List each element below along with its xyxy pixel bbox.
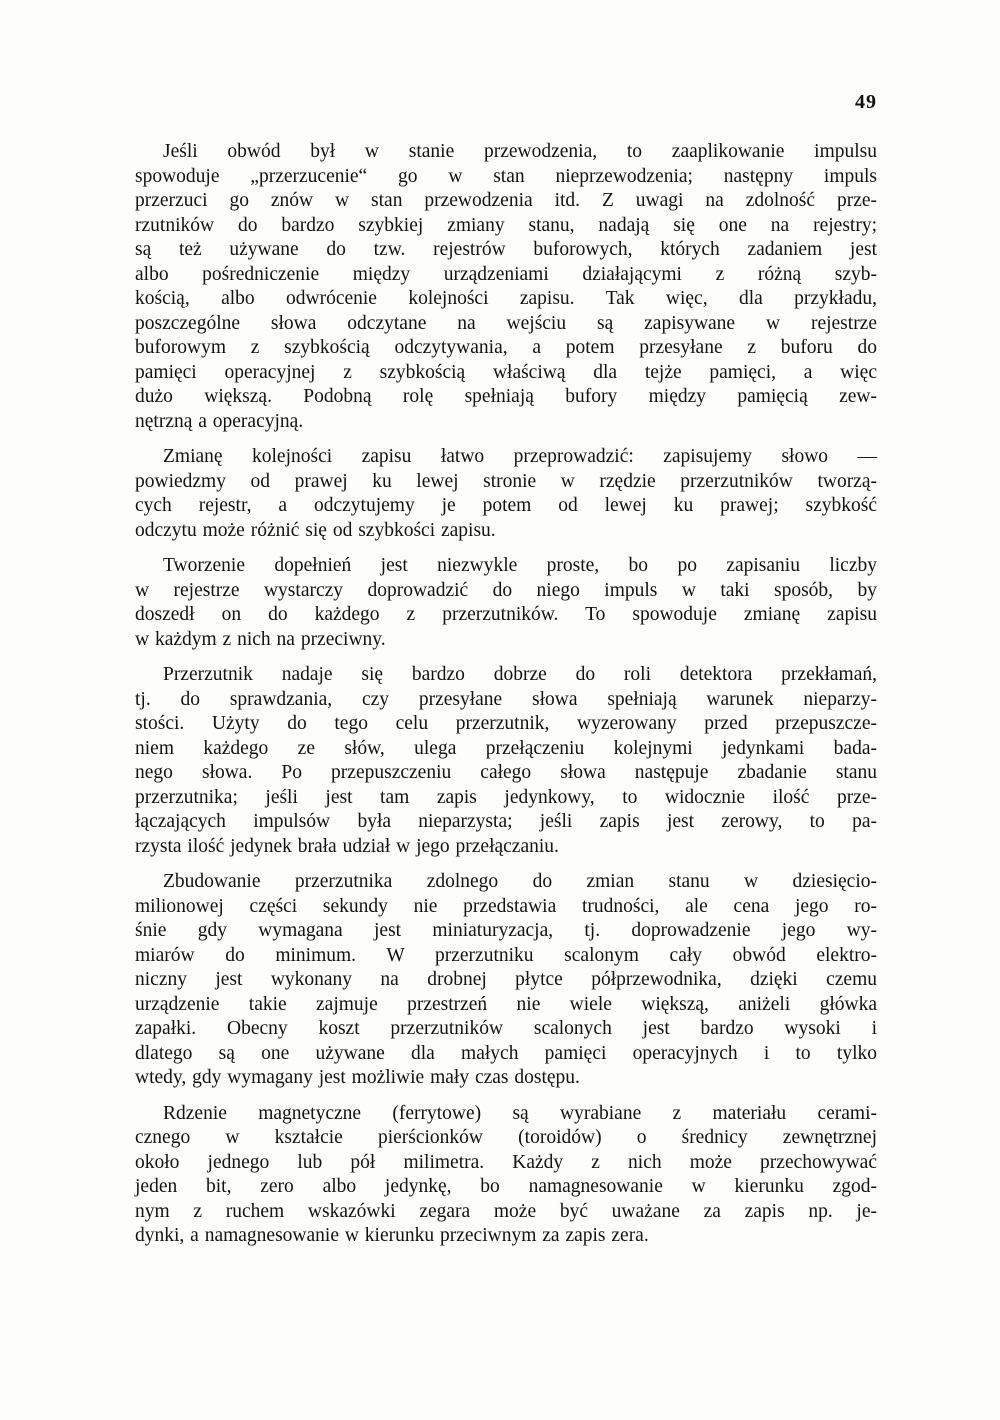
- text-line: poszczególne słowa odczytane na wejściu są zapisywane w rejestrze: [135, 312, 877, 334]
- text-line: śnie gdy wymagana jest miniaturyzacja, tj. doprowadzenie jego wy-: [135, 920, 877, 941]
- text-line: albo pośredniczenie między urządzeniami działającymi z różną szyb-: [135, 263, 877, 285]
- text-line: milionowej części sekundy nie przedstawia trudności, ale cena jego ro-: [135, 895, 877, 917]
- text-line: rzysta ilość jedynek brała udział w jego przełączaniu.: [135, 835, 559, 857]
- text-line: nego słowa. Po przepuszczeniu całego słowa następuje zbadanie stanu: [135, 762, 877, 783]
- text-line: nętrzną a operacyjną.: [135, 410, 304, 432]
- text-line: Rdzenie magnetyczne (ferrytowe) są wyrabiane z materiału cerami-: [163, 1102, 877, 1124]
- text-line: przerzutnika; jeśli jest tam zapis jedynkowy, to widocznie ilość prze-: [135, 786, 877, 808]
- text-line: w każdym z nich na przeciwny.: [135, 628, 386, 650]
- text-line: cznego w kształcie pierścionków (toroidów) o średnicy zewnętrznej: [135, 1127, 877, 1148]
- text-line: dużo większą. Podobną rolę spełniają bufory między pamięcią zew-: [135, 386, 877, 407]
- text-line: Zbudowanie przerzutnika zdolnego do zmian stanu w dziesięcio-: [163, 871, 877, 892]
- text-line: doszedł on do każdego z przerzutników. To spowoduje zmianę zapisu: [135, 604, 877, 625]
- paragraph: [135, 554, 877, 652]
- text-line: przerzuci go znów w stan przewodzenia itd. Z uwagi na zdolność prze-: [135, 190, 877, 211]
- text-line: około jednego lub pół milimetra. Każdy z nich może przechowywać: [135, 1151, 877, 1173]
- paragraph: [135, 445, 877, 543]
- text-line: miarów do minimum. W przerzutniku scalonym cały obwód elektro-: [135, 944, 877, 966]
- text-line: buforowym z szybkością odczytywania, a potem przesyłane z buforu do: [135, 337, 877, 358]
- text-line: dynki, a namagnesowanie w kierunku przeciwnym za zapis zera.: [135, 1225, 649, 1246]
- text-line: niem każdego ze słów, ulega przełączeniu kolejnymi jedynkami bada-: [135, 737, 877, 759]
- paragraph: [135, 663, 877, 859]
- page-number: 49: [855, 91, 877, 113]
- text-line: są też używane do tzw. rejestrów buforowych, których zadaniem jest: [135, 239, 877, 260]
- text-line: Przerzutnik nadaje się bardzo dobrze do roli detektora przekłamań,: [163, 664, 877, 685]
- paragraph: [135, 1102, 877, 1249]
- text-line: rzutników do bardzo szybkiej zmiany stanu, nadają się one na rejestry;: [135, 214, 877, 236]
- text-line: w rejestrze wystarczy doprowadzić do niego impuls w taki sposób, by: [135, 579, 877, 601]
- text-line: Zmianę kolejności zapisu łatwo przeprowadzić: zapisujemy słowo —: [163, 446, 877, 467]
- text-body: [135, 140, 877, 1260]
- text-line: powiedzmy od prawej ku lewej stronie w rzędzie przerzutników tworzą-: [135, 470, 877, 492]
- text-line: spowoduje „przerzucenie“ go w stan nieprzewodzenia; następny impuls: [135, 165, 877, 187]
- text-line: kością, albo odwrócenie kolejności zapisu. Tak więc, dla przykładu,: [135, 288, 877, 309]
- text-line: Jeśli obwód był w stanie przewodzenia, to zaaplikowanie impulsu: [163, 141, 877, 162]
- text-line: stości. Użyty do tego celu przerzutnik, wyzerowany przed przepuszcze-: [135, 713, 877, 734]
- text-line: wtedy, gdy wymagany jest możliwie mały czas dostępu.: [135, 1067, 580, 1088]
- text-line: pamięci operacyjnej z szybkością właściwą dla tejże pamięci, a więc: [135, 361, 877, 383]
- text-line: tj. do sprawdzania, czy przesyłane słowa spełniają warunek nieparzy-: [135, 688, 877, 710]
- text-line: zapałki. Obecny koszt przerzutników scalonych jest bardzo wysoki i: [135, 1018, 877, 1039]
- text-line: niczny jest wykonany na drobnej płytce półprzewodnika, dzięki czemu: [135, 969, 877, 990]
- text-line: Tworzenie dopełnień jest niezwykle proste, bo po zapisaniu liczby: [163, 555, 877, 576]
- text-line: cych rejestr, a odczytujemy je potem od lewej ku prawej; szybkość: [135, 495, 877, 516]
- text-line: jeden bit, zero albo jedynkę, bo namagnesowanie w kierunku zgod-: [135, 1176, 877, 1197]
- text-line: łączających impulsów była nieparzysta; jeśli zapis jest zerowy, to pa-: [135, 811, 877, 832]
- text-line: urządzenie takie zajmuje przestrzeń nie wiele większą, aniżeli główka: [135, 993, 877, 1015]
- text-line: nym z ruchem wskazówki zegara może być uważane za zapis np. je-: [135, 1200, 877, 1222]
- text-line: dlatego są one używane dla małych pamięci operacyjnych i to tylko: [135, 1042, 877, 1064]
- text-line: odczytu może różnić się od szybkości zapisu.: [135, 519, 496, 541]
- paragraph: [135, 870, 877, 1091]
- paragraph: [135, 140, 877, 434]
